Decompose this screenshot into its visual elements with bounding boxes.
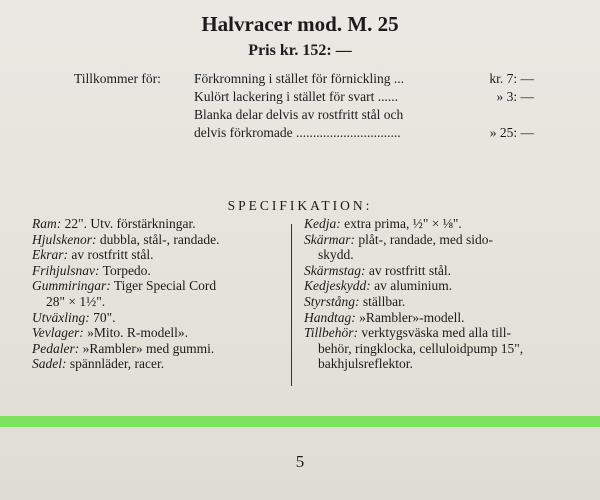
extra-text: Kulört lackering i stället för svart ...... [194, 89, 398, 104]
page-number: 5 [295, 452, 305, 471]
column-divider [291, 224, 292, 386]
extra-row [74, 70, 534, 88]
extra-price: » 3: — [496, 89, 534, 104]
extra-row [74, 106, 534, 124]
spec-item: Skärmar: plåt-, randade, med sido- skydd. [304, 231, 493, 263]
spec-item: Ram: 22". Utv. förstärkningar. [32, 216, 196, 231]
page-title: Halvracer mod. M. 25 [201, 12, 399, 36]
spec-item: Utväxling: 70". [32, 309, 116, 325]
spec-item: Frihjulsnav: Torpedo. [32, 262, 151, 278]
spec-item: Vevlager: »Mito. R-modell». [32, 325, 188, 341]
spec-item: Skärmstag: av rostfritt stål. [304, 262, 451, 278]
spec-item: Tillbehör: verktygsväska med alla till- behör, ringklocka, celluloidpump 15", bakhjulsreflektor. [304, 325, 524, 372]
extras-lead: Tillkommer för: [74, 71, 161, 86]
spec-item: Pedaler: »Rambler» med gummi. [32, 340, 215, 356]
extra-row [74, 88, 534, 106]
spec-item: Kedjeskydd: av aluminium. [304, 278, 453, 294]
extra-price: » 25: — [489, 125, 534, 140]
spec-item: Ekrar: av rostfritt stål. [32, 247, 154, 263]
extra-row [74, 124, 534, 142]
spec-item: Kedja: extra prima, ½" × ⅛". [304, 216, 462, 231]
green-band [0, 416, 600, 427]
spec-item: Handtag: »Rambler»-modell. [304, 309, 465, 325]
spec-column-right [304, 216, 574, 372]
spec-heading: SPECIFIKATION: [227, 198, 373, 213]
extra-price: kr. 7: — [489, 71, 534, 86]
spec-column-left [32, 216, 284, 372]
spec-item: Hjulskenor: dubbla, stål-, randade. [32, 231, 220, 247]
extra-text: Förkromning i stället för förnickling ... [194, 71, 404, 86]
price-line: Pris kr. 152: — [248, 42, 352, 59]
spec-item: Gummiringar: Tiger Special Cord 28" × 1½". [32, 278, 217, 309]
extra-text: delvis förkromade ............................... [194, 125, 401, 140]
extras-block [74, 70, 534, 142]
spec-item: Styrstång: ställbar. [304, 293, 406, 309]
spec-item: Sadel: spännläder, racer. [32, 356, 165, 372]
extra-text: Blanka delar delvis av rostfritt stål och [194, 107, 404, 122]
